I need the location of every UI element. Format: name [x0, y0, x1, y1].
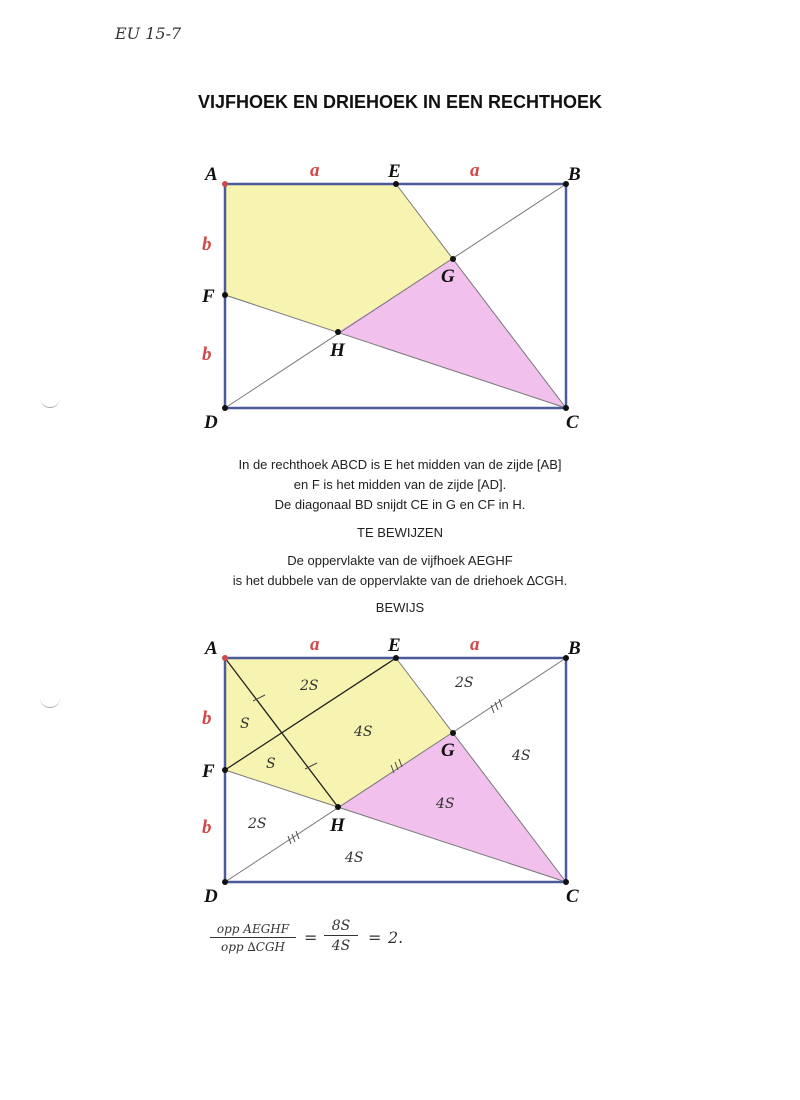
fraction-denominator: 4S: [331, 938, 351, 954]
fraction-numerator: 8S: [324, 918, 358, 936]
value-fraction: [324, 918, 358, 954]
label-a: A: [205, 638, 218, 659]
page-title: VIJFHOEK EN DRIEHOEK IN EEN RECHTHOEK: [197, 92, 603, 112]
to-prove-statement: [0, 551, 800, 591]
to-prove-line: is het dubbele van de oppervlakte van de driehoek ∆CGH.: [232, 573, 568, 588]
point-f: [222, 767, 228, 773]
area-label: S: [266, 756, 276, 772]
equals-sign: =: [304, 928, 318, 947]
area-label: S: [240, 716, 250, 732]
area-label: 2S: [455, 675, 474, 691]
numerator-label: opp AEGHF: [210, 922, 296, 938]
denominator-label: opp ∆CGH: [220, 940, 285, 954]
label-side-af: b: [202, 234, 212, 255]
point-h: [335, 804, 341, 810]
label-f: F: [202, 286, 215, 307]
point-d: [222, 879, 228, 885]
label-g: G: [441, 740, 455, 761]
point-g: [450, 730, 456, 736]
label-c: C: [566, 412, 579, 433]
label-side-eb: a: [470, 160, 480, 181]
label-side-af: b: [202, 708, 212, 729]
area-label: 4S: [436, 796, 455, 812]
statement-line: In de rechthoek ABCD is E het midden van de zijde [AB]: [238, 457, 562, 472]
area-label: 4S: [512, 748, 531, 764]
label-d: D: [204, 412, 218, 433]
point-c: [563, 879, 569, 885]
point-c: [563, 405, 569, 411]
point-h: [335, 329, 341, 335]
label-e: E: [388, 161, 401, 182]
label-side-fd: b: [202, 344, 212, 365]
problem-statement: [0, 455, 800, 515]
figure-statement: [0, 150, 800, 440]
ratio-fraction: [210, 922, 296, 954]
proof-heading: BEWIJS: [375, 600, 425, 615]
label-g: G: [441, 266, 455, 287]
document-reference: EU 15-7: [115, 24, 182, 43]
label-side-ae: a: [310, 634, 320, 655]
statement-line: De diagonaal BD snijdt CE in G en CF in H.: [274, 497, 526, 512]
label-f: F: [202, 761, 215, 782]
label-b: B: [568, 164, 581, 185]
label-a: A: [205, 164, 218, 185]
label-d: D: [204, 886, 218, 907]
result-value: 2.: [388, 928, 404, 947]
label-c: C: [566, 886, 579, 907]
area-label: 2S: [248, 816, 267, 832]
label-h: H: [330, 340, 345, 361]
label-b: B: [568, 638, 581, 659]
label-h: H: [330, 815, 345, 836]
point-a: [222, 181, 228, 187]
point-f: [222, 292, 228, 298]
to-prove-heading: TE BEWIJZEN: [357, 525, 443, 540]
label-side-ae: a: [310, 160, 320, 181]
area-label: 4S: [354, 724, 373, 740]
figure-proof: [0, 625, 800, 910]
conclusion-equation: [210, 918, 470, 978]
area-label: 4S: [345, 850, 364, 866]
statement-line: en F is het midden van de zijde [AD].: [293, 477, 507, 492]
equals-sign: =: [368, 928, 382, 947]
to-prove-line: De oppervlakte van de vijfhoek AEGHF: [287, 553, 513, 568]
label-side-fd: b: [202, 817, 212, 838]
label-side-eb: a: [470, 634, 480, 655]
area-label: 2S: [300, 678, 319, 694]
point-a: [222, 655, 228, 661]
point-d: [222, 405, 228, 411]
point-g: [450, 256, 456, 262]
label-e: E: [388, 635, 401, 656]
